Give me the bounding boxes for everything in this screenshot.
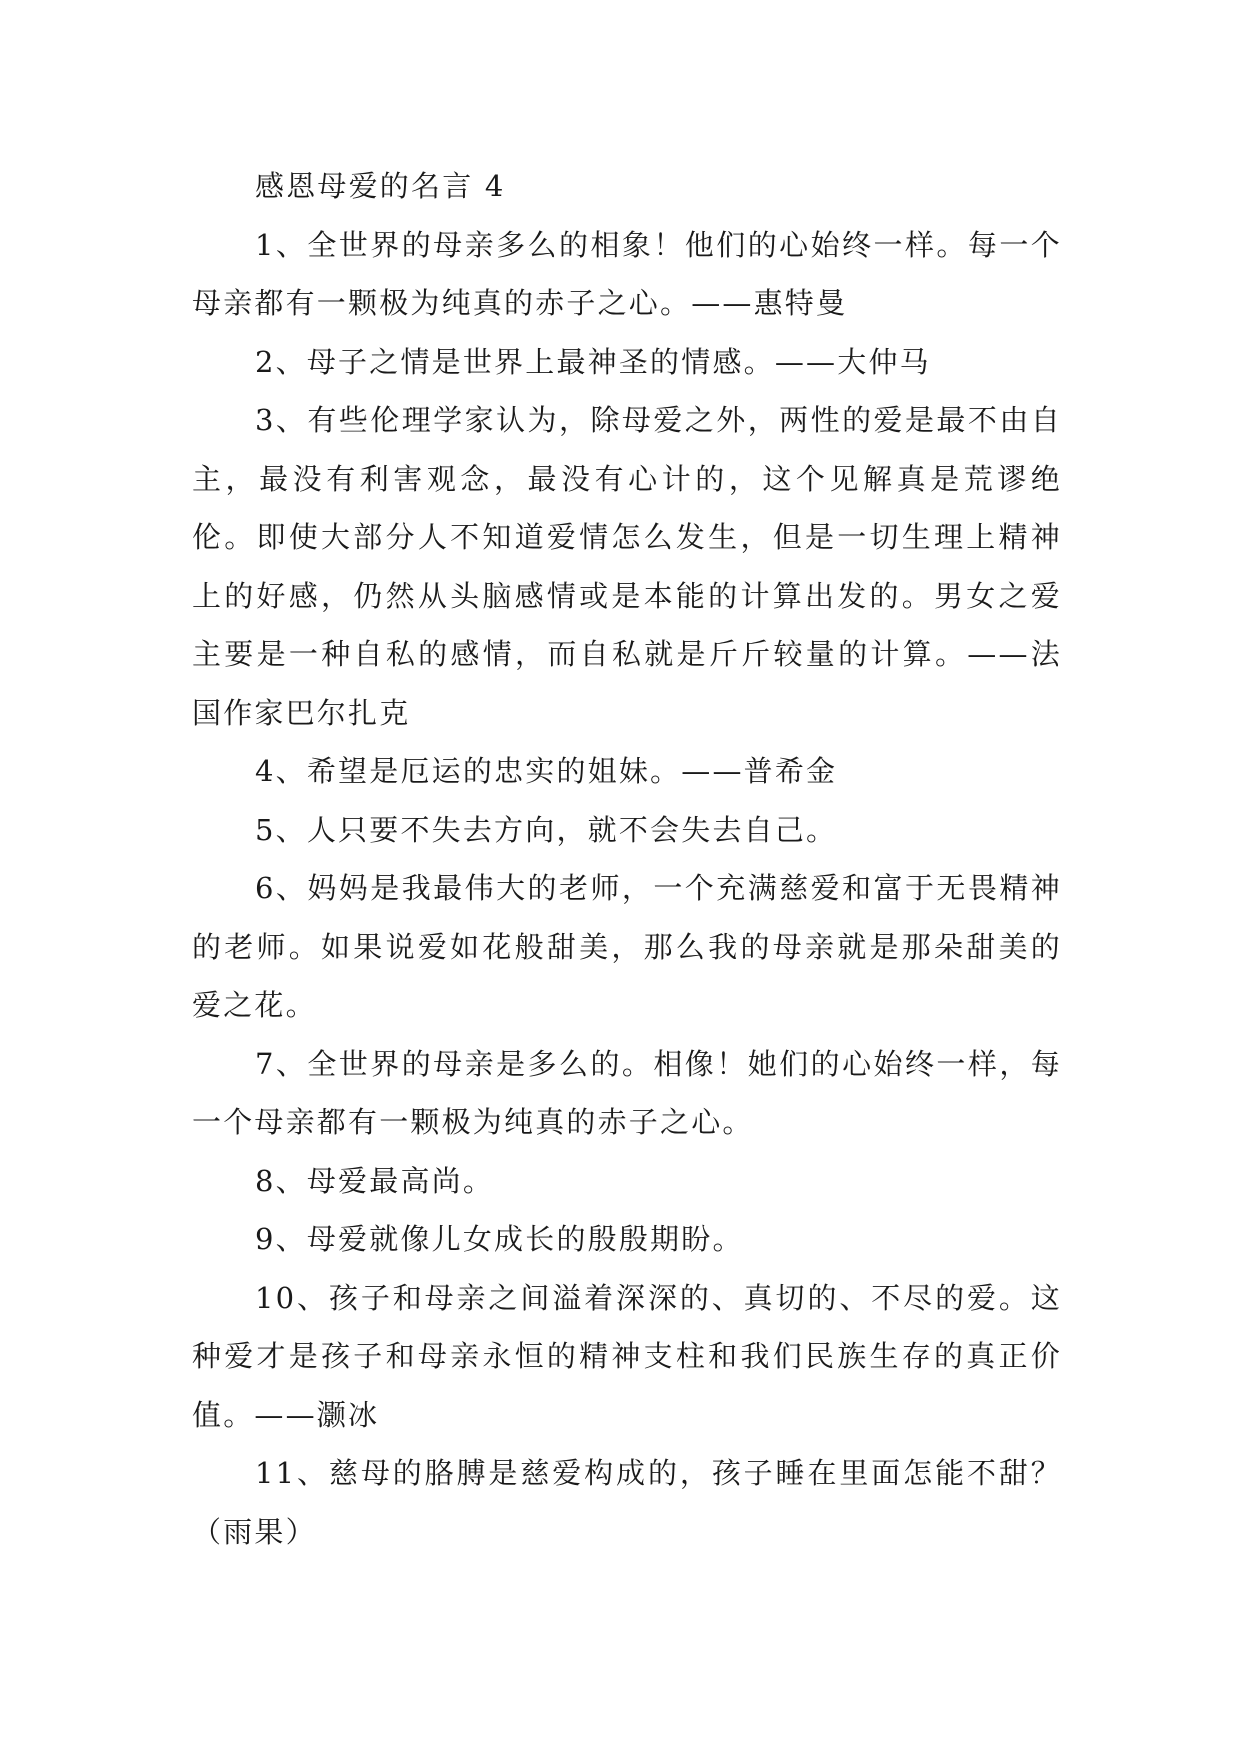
quote-paragraph-7: 7、全世界的母亲是多么的。相像！她们的心始终一样，每一个母亲都有一颗极为纯真的赤子之心。 [192, 1046, 1062, 1139]
quote-paragraph-5: 5、人只要不失去方向，就不会失去自己。 [255, 812, 838, 847]
quote-paragraph-8: 8、母爱最高尚。 [255, 1163, 495, 1198]
quote-paragraph-1: 1、全世界的母亲多么的相象！他们的心始终一样。每一个母亲都有一颗极为纯真的赤子之心。——惠特曼 [192, 227, 1062, 320]
quote-paragraph-3: 3、有些伦理学家认为，除母爱之外，两性的爱是最不由自主，最没有利害观念，最没有心计的，这个见解真是荒谬绝伦。即使大部分人不知道爱情怎么发生，但是一切生理上精神上的好感，仍然从头脑感情或是本能的计算出发的。男女之爱主要是一种自私的感情，而自私就是斤斤较量的计算。——法国作家巴尔扎克 [192, 403, 1062, 730]
quote-paragraph-10: 10、孩子和母亲之间溢着深深的、真切的、不尽的爱。这种爱才是孩子和母亲永恒的精神支柱和我们民族生存的真正价值。——灏冰 [192, 1280, 1062, 1432]
quote-paragraph-6: 6、妈妈是我最伟大的老师，一个充满慈爱和富于无畏精神的老师。如果说爱如花般甜美，那么我的母亲就是那朵甜美的爱之花。 [192, 871, 1062, 1022]
quote-paragraph-4: 4、希望是厄运的忠实的姐妹。——普希金 [255, 754, 838, 788]
quote-paragraph-9: 9、母爱就像儿女成长的殷殷期盼。 [255, 1222, 744, 1256]
document-body [192, 157, 1062, 1561]
quote-paragraph-11: 11、慈母的胳膊是慈爱构成的，孩子睡在里面怎能不甜？（雨果） [192, 1456, 1062, 1549]
document-heading: 感恩母爱的名言 4 [255, 169, 506, 203]
quote-paragraph-2: 2、母子之情是世界上最神圣的情感。——大仲马 [255, 344, 931, 379]
